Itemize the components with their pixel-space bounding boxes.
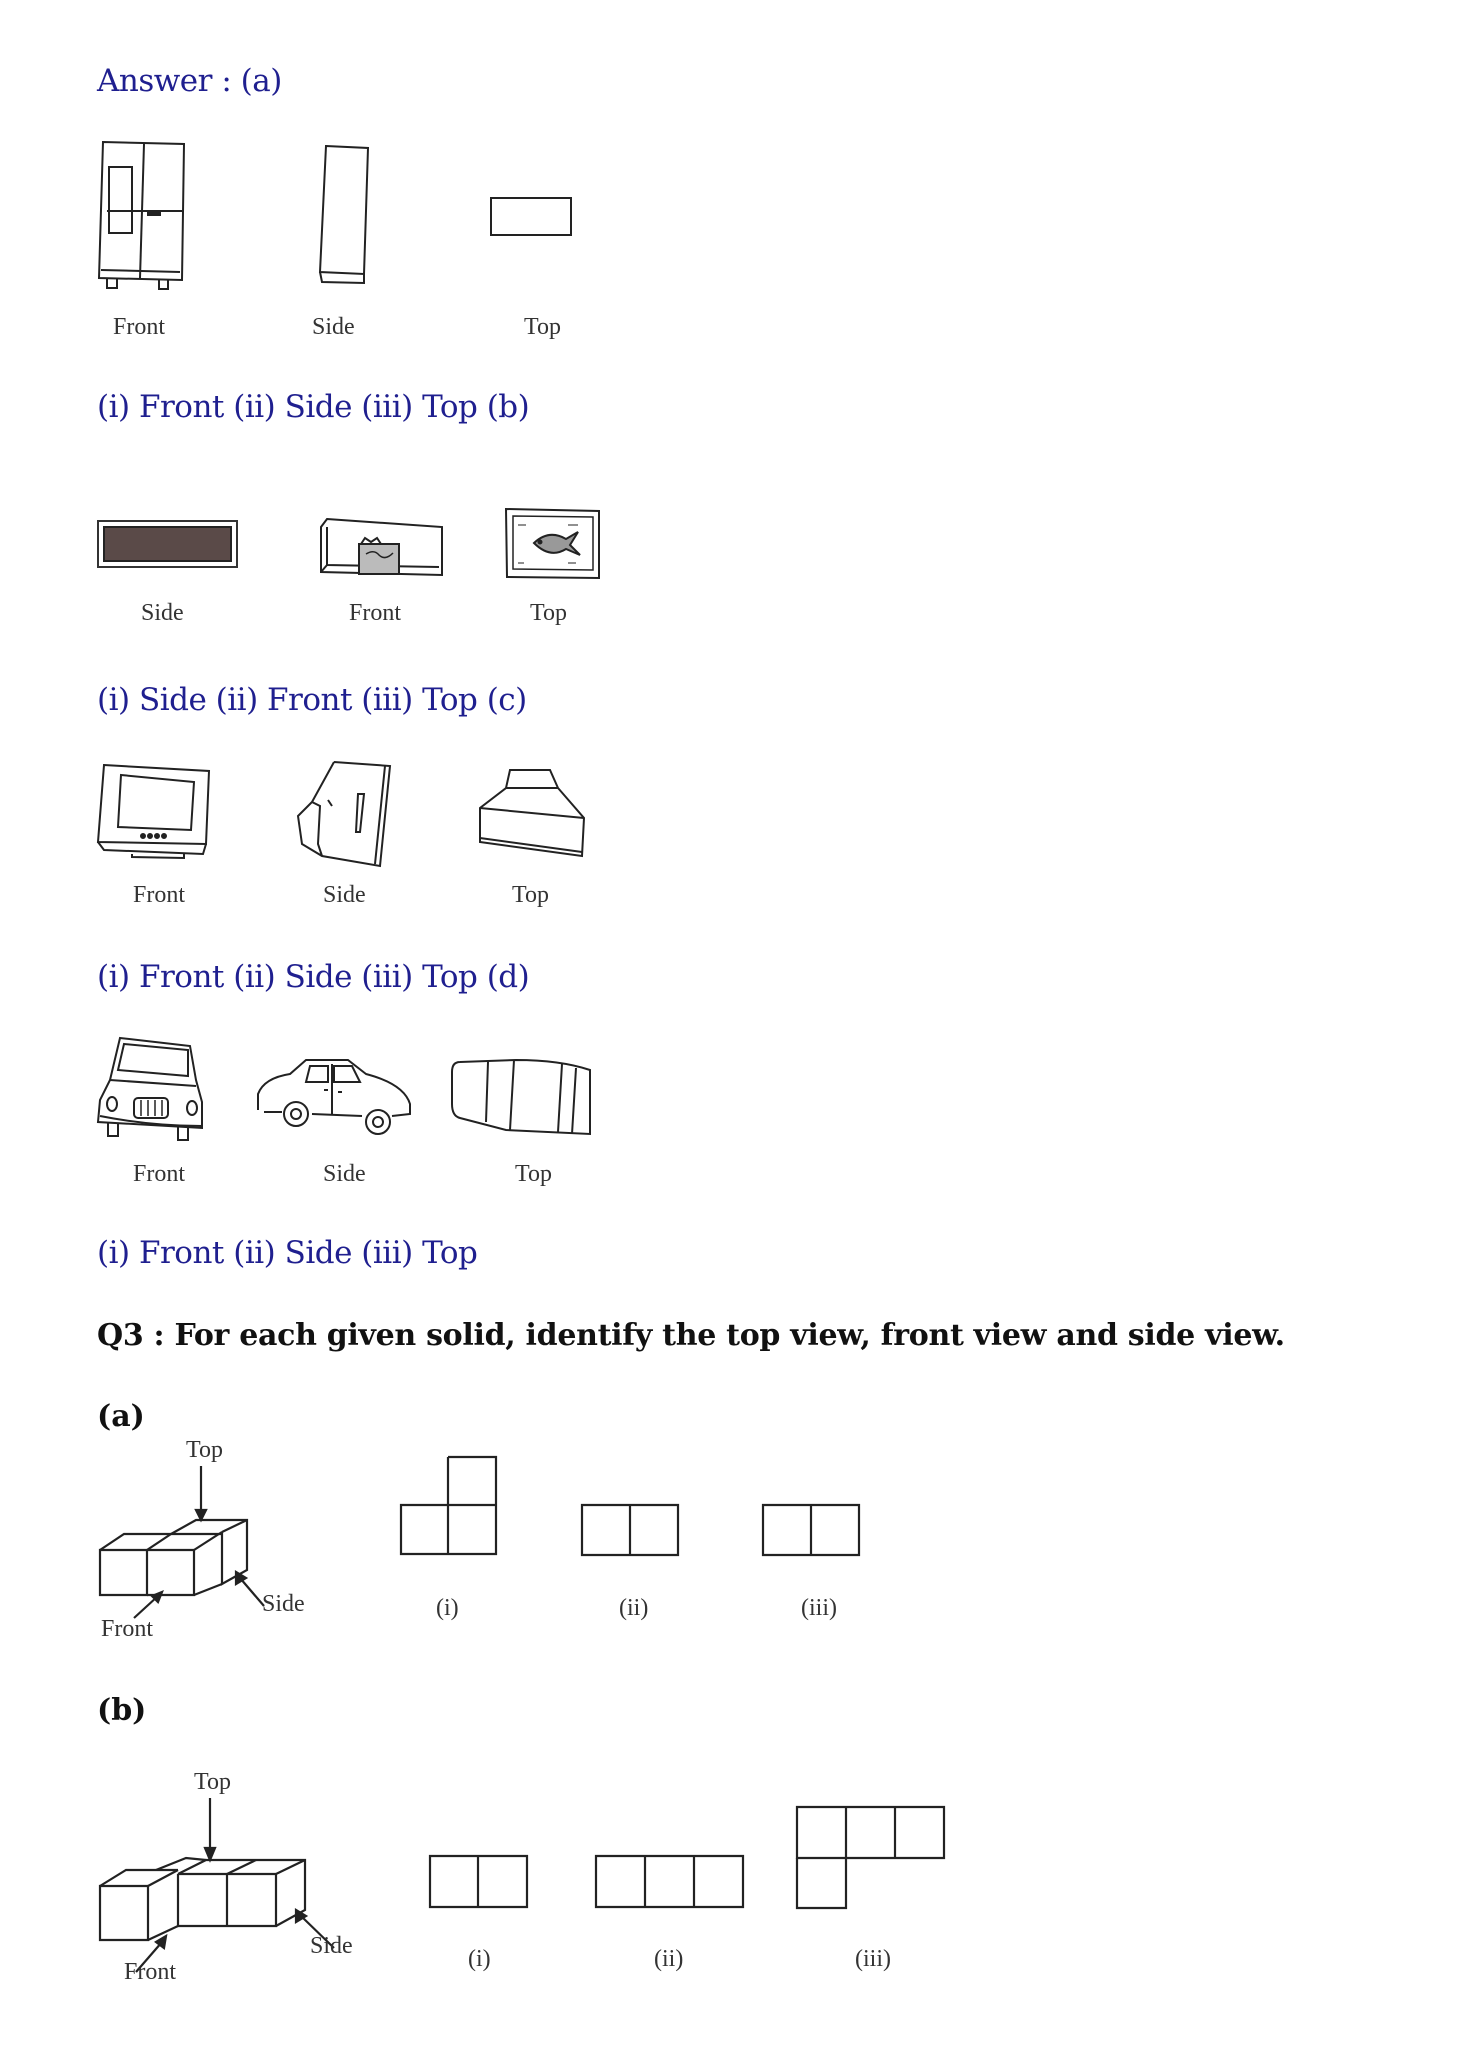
solid-front-label: Front [101, 1616, 154, 1642]
view-label: Top [530, 600, 567, 626]
car-side-icon [254, 1054, 414, 1138]
answer-line-a: (i) Front (ii) Side (iii) Top (b) [97, 389, 530, 425]
solid-top-label: Top [186, 1437, 223, 1463]
option-b-iii-icon [795, 1805, 947, 1911]
option-b-i-icon [428, 1854, 530, 1910]
car-front-icon [96, 1036, 210, 1144]
option-a-i-icon [399, 1455, 499, 1557]
aquarium-side-icon [96, 519, 240, 571]
solid-side-label: Side [310, 1933, 353, 1959]
view-label: Side [323, 882, 366, 908]
answer-line-b: (i) Side (ii) Front (iii) Top (c) [97, 682, 527, 718]
view-label: Top [515, 1161, 552, 1187]
aquarium-front-icon [319, 517, 445, 579]
monitor-top-icon [478, 768, 588, 860]
q3-part-b-label: (b) [97, 1693, 147, 1728]
answer-line-c: (i) Front (ii) Side (iii) Top (d) [97, 959, 530, 995]
fridge-side-icon [318, 144, 374, 287]
q3-part-a-label: (a) [97, 1399, 145, 1434]
option-a-iii-icon [761, 1503, 861, 1557]
answer-heading: Answer : (a) [97, 63, 282, 99]
fridge-top-icon [489, 196, 573, 238]
view-label: Top [512, 882, 549, 908]
view-label: Side [323, 1161, 366, 1187]
view-label: Front [133, 1161, 186, 1187]
view-label: Side [141, 600, 184, 626]
aquarium-top-icon [504, 507, 602, 581]
view-label: Front [349, 600, 402, 626]
option-label: (ii) [654, 1946, 684, 1972]
option-b-ii-icon [594, 1854, 746, 1910]
solid-front-label: Front [124, 1959, 177, 1985]
option-label: (i) [468, 1946, 491, 1972]
view-label: Front [113, 314, 166, 340]
fridge-front-icon [97, 140, 187, 292]
view-label: Top [524, 314, 561, 340]
option-label: (iii) [801, 1595, 837, 1621]
option-label: (iii) [855, 1946, 891, 1972]
q3-heading: Q3 : For each given solid, identify the top view, front view and side view. [97, 1318, 1285, 1353]
solid-side-label: Side [262, 1591, 305, 1617]
solid-b-icon [96, 1794, 336, 1984]
option-label: (ii) [619, 1595, 649, 1621]
view-label: Front [133, 882, 186, 908]
monitor-side-icon [292, 760, 396, 870]
car-top-icon [450, 1054, 594, 1138]
view-label: Side [312, 314, 355, 340]
solid-top-label: Top [194, 1769, 231, 1795]
option-label: (i) [436, 1595, 459, 1621]
monitor-front-icon [96, 762, 214, 860]
option-a-ii-icon [580, 1503, 680, 1557]
answer-line-d: (i) Front (ii) Side (iii) Top [97, 1235, 478, 1271]
